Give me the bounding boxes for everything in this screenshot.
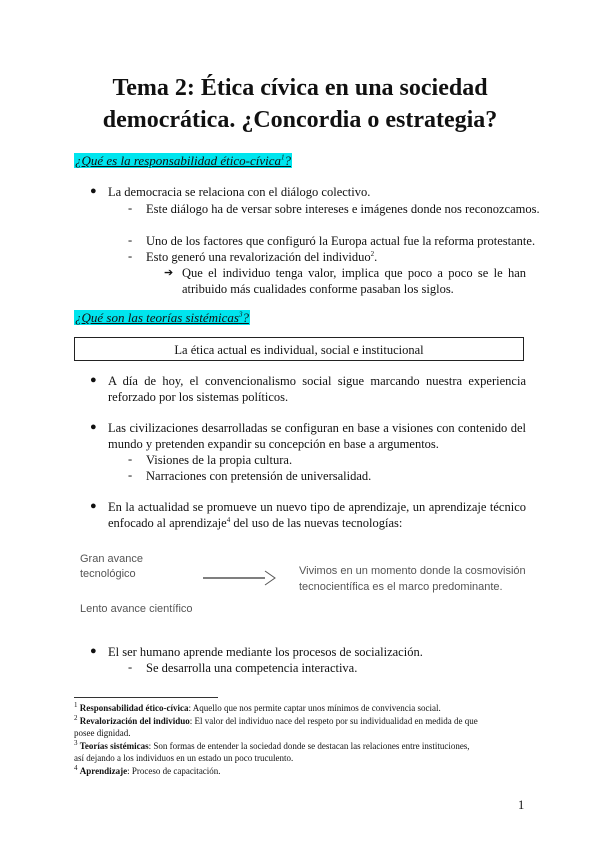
list-item: Que el individuo tenga valor, implica que poco a poco se le han xyxy=(182,266,526,280)
list-item: A día de hoy, el convencionalismo social sigue marcando nuestra experiencia xyxy=(108,374,526,388)
section-heading-responsabilidad: ¿Qué es la responsabilidad ético-cívica$^1$? xyxy=(75,153,292,168)
figure-bottom-label: Lento avance científico xyxy=(80,603,193,615)
list-item: mundo y pretenden expandir su concepción en base a argumentos. xyxy=(108,437,439,451)
section-heading-teorias: ¿Qué son las teorías sistémicas$^3$? xyxy=(75,310,249,325)
dash-icon: - xyxy=(128,249,133,263)
boxed-statement: La ética actual es individual, social e institucional xyxy=(74,337,524,361)
bullet-icon: ● xyxy=(90,645,97,657)
list-item: enfocado al aprendizaje$^4$ del uso de las nuevas tecnologías: xyxy=(108,515,403,530)
page-number: 1 xyxy=(518,798,525,812)
list-item: atribuido más cualidades conforme pasaban los siglos. xyxy=(182,282,454,296)
arrow-right-icon: ➔ xyxy=(164,267,174,279)
figure-right-label-1: Vivimos en un momento donde la cosmovisión xyxy=(299,565,526,577)
dash-icon: - xyxy=(128,468,133,482)
list-item: Las civilizaciones desarrolladas se configuran en base a visiones con contenido del xyxy=(108,421,526,435)
list-item: Narraciones con pretensión de universalidad. xyxy=(146,469,372,483)
figure-left-label-1: Gran avance xyxy=(80,553,143,565)
list-item: Uno de los factores que configuró la Europa actual fue la reforma protestante. xyxy=(146,234,536,248)
bullet-icon: ● xyxy=(90,374,97,386)
bullet-icon: ● xyxy=(90,421,97,433)
list-item: Esto generó una revalorización del individuo$^2$. xyxy=(146,249,378,264)
bullet-icon: ● xyxy=(90,185,97,197)
footnote-2: $^2$ Revalorización del individuo: El valor del individuo nace del respeto por su individualidad en medida de que posee dignidad. xyxy=(74,714,478,738)
figure-left-label-2: tecnológico xyxy=(80,568,136,580)
figure-right-label-2: tecnocientífica es el marco predominante. xyxy=(299,581,503,593)
bullet-icon: ● xyxy=(90,500,97,512)
list-item: La democracia se relaciona con el diálogo colectivo. xyxy=(108,185,371,199)
footnote-3: $^3$ Teorías sistémicas: Son formas de entender la sociedad donde se destacan las relaciones entre instituciones, así dejando a los individuos en un estado un poco truculento. xyxy=(74,739,470,763)
dash-icon: - xyxy=(128,233,133,247)
footnote-4: $^4$ Aprendizaje: Proceso de capacitación. xyxy=(74,764,221,776)
list-item: El ser humano aprende mediante los procesos de socialización. xyxy=(108,645,423,659)
list-item: reforzado por los sistemas políticos. xyxy=(108,390,289,404)
figure-arrow-icon xyxy=(203,568,279,588)
list-item: Visiones de la propia cultura. xyxy=(146,453,293,467)
list-item: Se desarrolla una competencia interactiva. xyxy=(146,661,358,675)
page-title-line-2: democrática. ¿Concordia o estrategia? xyxy=(102,107,498,133)
dash-icon: - xyxy=(128,201,133,215)
page-title-line-1: Tema 2: Ética cívica en una sociedad xyxy=(112,75,488,101)
footnote-separator xyxy=(74,697,218,698)
footnote-1: $^1$ Responsabilidad ético-cívica: Aquello que nos permite captar unos mínimos de convivencia social. xyxy=(74,701,441,713)
dash-icon: - xyxy=(128,660,133,674)
dash-icon: - xyxy=(128,452,133,466)
list-item: Este diálogo ha de versar sobre intereses e imágenes donde nos reconozcamos. xyxy=(146,202,540,216)
list-item: En la actualidad se promueve un nuevo tipo de aprendizaje, un aprendizaje técnico xyxy=(108,500,526,514)
